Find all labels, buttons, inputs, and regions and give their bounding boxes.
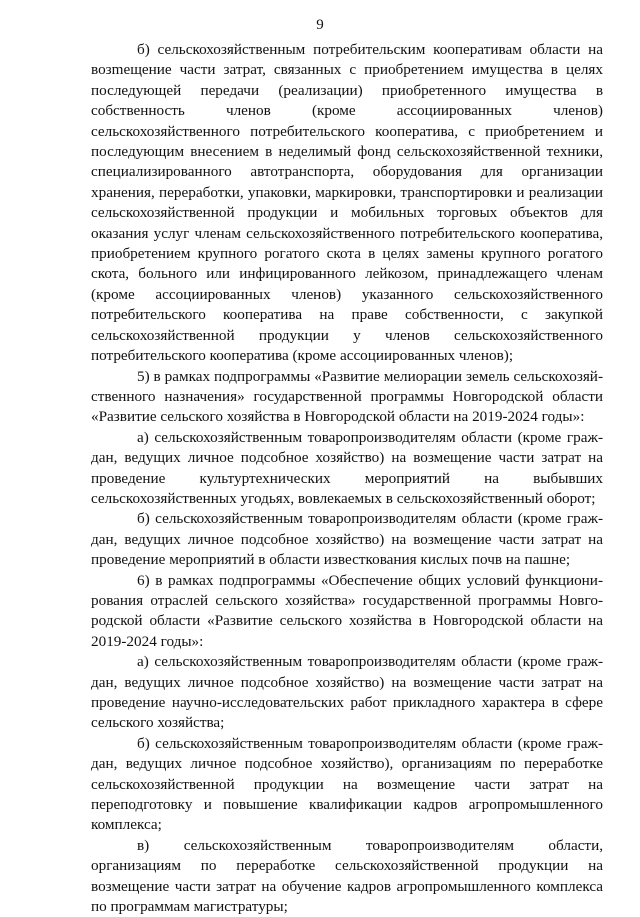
paragraph-5a: а) сельскохозяйственным товаропроизводителям области (кроме граждан, ведущих личное подсобное хозяйство) на возмещение части затрат на проведение культуртехнических мероприятий на выбывших сельскохозяйственных угодьях, вовлекаемых в сельскохозяйственный оборот; xyxy=(91,428,603,507)
paragraph-cooperatives-b: б) сельскохозяйственным потребительским кооперативам области на возmещение части затрат, связанных с приобретением имущества в целях последующей передачи (реализации) приобретенного имущества в собственность членов (кроме ассоциированных членов) сельскохозяйственного потребительского кооператива, с приобретением и последующим внесением в неделимый фонд сельскохозяйственной техники, специализированного автотранспорта, оборудования для организации хранения, переработки, упаковки, маркировки, транспортировки и реализации сельскохозяйственной продукции и мобильных торговых объектов для оказания услуг членам сельскохозяйственного потребительского кооператива, приобретением крупного рогатого скота в целях замены крупного рогатого скота, больного или инфицированного лейкозом, принадлежащего членам (кроме ассоциированных членов) указанного сельскохозяйственного потребительского кооператива на праве собственности, с закупкой сельскохозяйственной продукции у членов сельскохозяйственного потребительского кооператива (кроме ассоциированных членов); xyxy=(91,41,603,365)
paragraph-5b: б) сельскохозяйственным товаропроизводителям области (кроме граждан, ведущих личное подсобное хозяйство) на возмещение части затрат на проведение мероприятий в области известкования кислых почв на пашне; xyxy=(91,510,603,569)
paragraph-subprogram-6: 6) в рамках подпрограммы «Обеспечение общих условий функционирования отраслей сельского хозяйства» государственной программы Новгородской области «Развитие сельского хозяйства в Новгородской области на 2019-2024 годы»: xyxy=(91,571,603,650)
paragraph-6a: а) сельскохозяйственным товаропроизводителям области (кроме граждан, ведущих личное подсобное хозяйство) на возмещение части затрат на проведение научно-исследовательских работ прикладного характера в сфере сельского хозяйства; xyxy=(91,653,603,732)
paragraph-6b: б) сельскохозяйственным товаропроизводителям области (кроме граждан, ведущих личное подсобное хозяйство), организациям по переработке сельскохозяйственной продукции на возмещение части затрат на переподготовку и повышение квалификации кадров агропромышленного комплекса; xyxy=(91,734,603,834)
paragraph-subprogram-5: 5) в рамках подпрограммы «Развитие мелиорации земель сельскохозяйственного назначения» государственной программы Новгородской области «Развитие сельского хозяйства в Новгородской области на 2019-2024 годы»: xyxy=(91,367,603,426)
paragraph-6c: в) сельскохозяйственным товаропроизводителям области, организациям по переработке сельскохозяйственной продукции на возмещение части затрат на обучение кадров агропромышленного комплекса по программам магистратуры; xyxy=(91,836,603,916)
document-body xyxy=(91,40,603,917)
page-number: 9 xyxy=(316,17,324,33)
